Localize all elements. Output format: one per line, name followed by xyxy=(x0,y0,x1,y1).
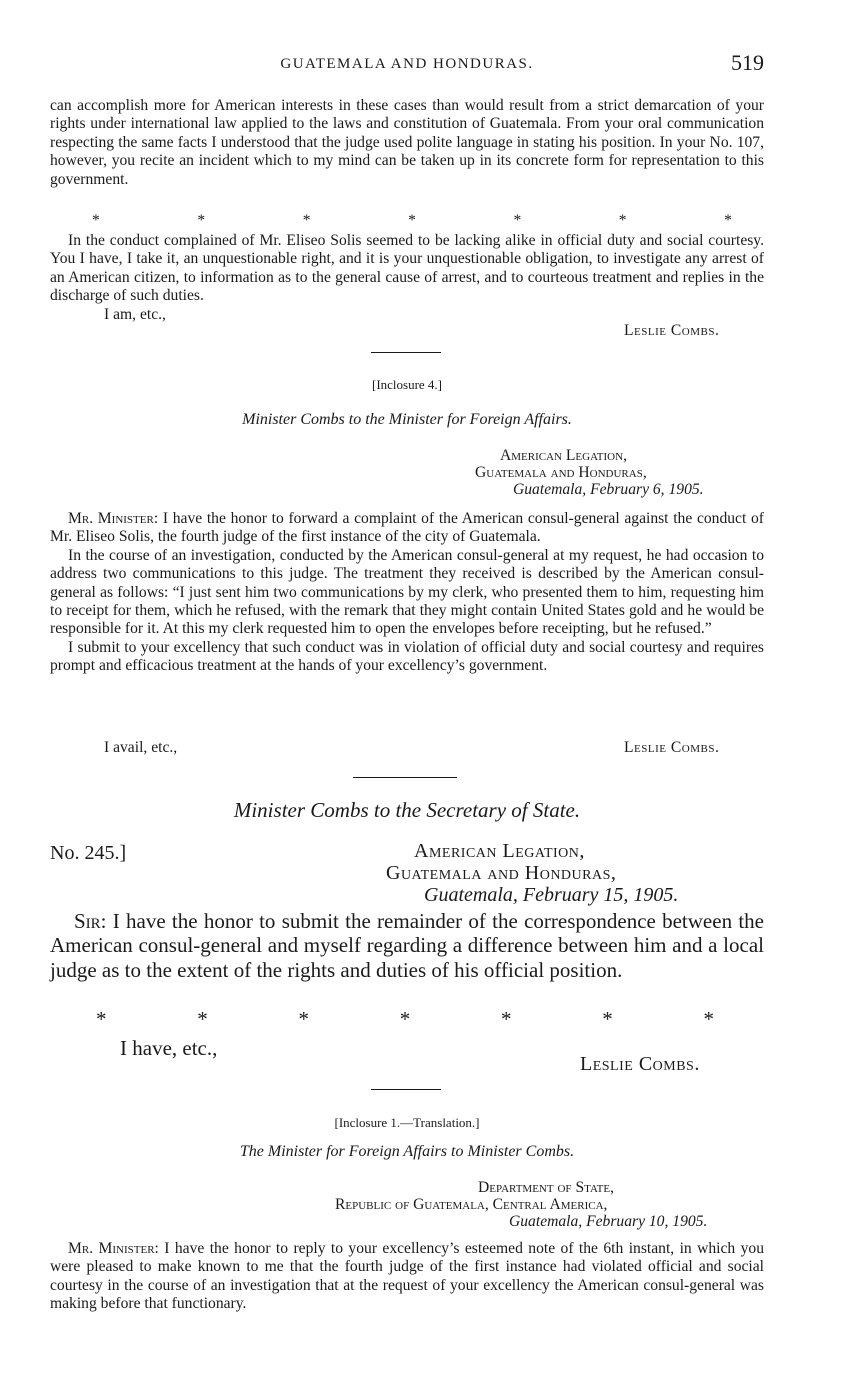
s3-para1 xyxy=(50,909,764,982)
s4-inclosure-label: [Inclosure 1.—Translation.] xyxy=(334,1115,480,1130)
s2-date-line: Guatemala, February 6, 1905. xyxy=(513,481,704,498)
s2-para2: In the course of an investigation, conducted by the American consul-general at my request, he had occasion to address two communications to this judge. The treatment they received is described by the American consul-general as follows: “I just sent him two communications by my clerk, who presented them to him, requesting him to receipt for them, which he refused, with the remark that they might contain United States gold and he would be responsible for it. At this my clerk requested him to open the envelopes before receipting, but he refused.” xyxy=(50,546,764,638)
s2-closing: I avail, etc., xyxy=(104,739,178,756)
page-header xyxy=(50,50,764,80)
s1-para1: can accomplish more for American interests in these cases than would result from a strict demarcation of your rights under international law applied to the laws and constitution of Guatemala. From your oral communication respecting the same facts I understood that the judge used polite language in stating his position. In your No. 107, however, you recite an incident which to my mind can be taken up in its concrete form for representation to this government. xyxy=(50,97,764,188)
s3-date-line: Guatemala, February 15, 1905. xyxy=(424,884,679,906)
divider xyxy=(353,777,457,778)
s4-body-text: I have the honor to reply to your excellency’s esteemed note of the 6th instant, in which you were pleased to make known to me that the fourth judge of the first instance had violated official and social courtesy in the course of an investigation that at the request of your excellency the American consul-general was making before that functionary. xyxy=(50,1240,764,1313)
s4-address-line2: Republic of Guatemala, Central America, xyxy=(335,1196,608,1213)
s2-address-line1: American Legation, xyxy=(500,447,627,464)
s1-signature: Leslie Combs. xyxy=(624,322,720,339)
s2-address-line2: Guatemala and Honduras, xyxy=(475,464,647,481)
page-number: 519 xyxy=(731,50,764,75)
divider xyxy=(371,352,441,353)
s4-address-line1: Department of State, xyxy=(478,1179,615,1196)
s2-body xyxy=(50,510,764,676)
s3-closing: I have, etc., xyxy=(120,1036,218,1060)
s3-salutation: Sir: xyxy=(74,909,107,933)
s1-ellipsis-stars: * * * * * * * xyxy=(92,212,732,229)
s1-para2: In the conduct complained of Mr. Eliseo Solis seemed to be lacking alike in official duty and social courtesy. You I have, I take it, an unquestionable right, and it is your unquestionable obligation, to investigate any arrest of an American citizen, to information as to the general cause of arrest, and to courteous treatment and replies in the discharge of such duties. xyxy=(50,232,764,305)
s3-despatch-number: No. 245.] xyxy=(50,842,127,864)
s3-ellipsis-stars: * * * * * * * xyxy=(96,1007,714,1031)
s4-para1 xyxy=(50,1240,764,1314)
s4-heading: The Minister for Foreign Affairs to Minister Combs. xyxy=(239,1143,575,1160)
s3-address-line1: American Legation, xyxy=(414,840,585,862)
s3-address-line2: Guatemala and Honduras, xyxy=(386,862,617,884)
s4-date-line: Guatemala, February 10, 1905. xyxy=(509,1213,708,1230)
running-head: GUATEMALA AND HONDURAS. xyxy=(280,56,534,72)
divider xyxy=(371,1089,441,1090)
s3-signature: Leslie Combs. xyxy=(580,1053,700,1075)
s2-para3: I submit to your excellency that such conduct was in violation of official duty and social courtesy and requires prompt and efficacious treatment at the hands of your excellency’s government. xyxy=(50,638,764,675)
s2-inclosure-label: [Inclosure 4.] xyxy=(371,377,443,392)
s2-para1: I have the honor to forward a complaint of the American consul-general against the conduct of Mr. Eliseo Solis, the fourth judge of the first instance of the city of Guatemala. xyxy=(50,510,764,546)
s4-salutation: Mr. Minister: xyxy=(68,1240,159,1257)
s2-salutation: Mr. Minister: xyxy=(68,510,159,527)
s2-heading: Minister Combs to the Minister for Foreign Affairs. xyxy=(242,411,572,428)
s2-signature: Leslie Combs. xyxy=(624,739,720,756)
s1-closing: I am, etc., xyxy=(104,306,166,323)
s3-body-text: I have the honor to submit the remainder of the correspondence between the American consul-general and myself regarding a difference between him and a local judge as to the extent of the rights and duties of his official position. xyxy=(50,909,764,982)
s3-heading: Minister Combs to the Secretary of State. xyxy=(233,798,581,822)
